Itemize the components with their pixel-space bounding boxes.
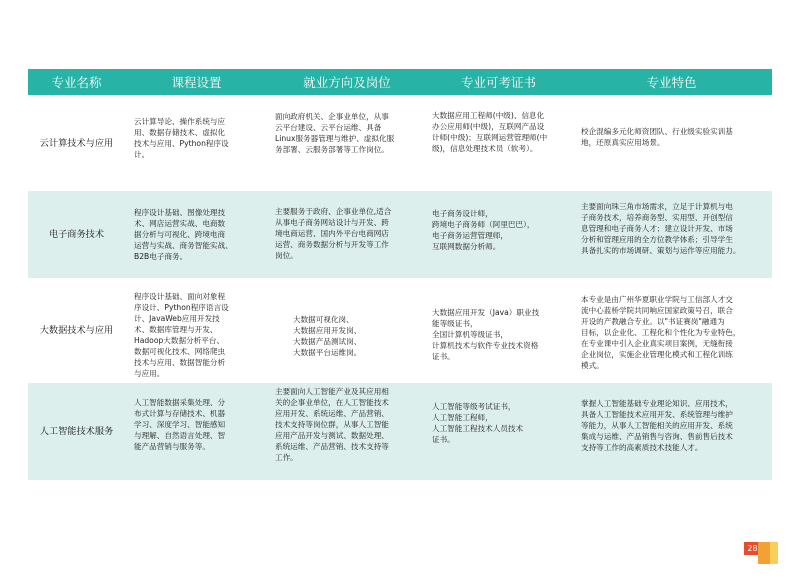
major-name: 大数据技术与应用 <box>39 325 114 336</box>
jobs-cell: 主要服务于政府、企事业单位,适合 从事电子商务网站设计与开发、跨 境电商运营、国内外平台电商网店 运营、商务数据分析与开发等工作 岗位。 <box>275 207 392 260</box>
header-major-name: 专业名称 <box>51 75 102 90</box>
courses-cell: 程序设计基础、面向对象程 序设计、Python程序语言设 计、JavaWeb应用开发技 术、数据库管理与开发、 Hadoop大数据分析平台、 数据可视化技术、网络爬虫 技术与应用、数据智能分析 与应用。 <box>134 292 229 378</box>
certificates-cell: 人工智能等级考试证书， 人工智能工程师， 人工智能工程技术人员技术 证书。 <box>432 402 524 444</box>
table-header <box>28 69 772 95</box>
courses-cell: 程序设计基础、图像处理技 术、网店运营实战、电商数 据分析与可视化、跨境电商 运营与实战、商务智能实战、 B2B电子商务。 <box>134 208 233 261</box>
page-number: 28 <box>744 542 761 555</box>
table-row <box>28 95 772 191</box>
header-jobs: 就业方向及岗位 <box>303 75 391 90</box>
jobs-cell: 大数据可视化岗、 大数据应用开发岗、 大数据产品测试岗、 大数据平台运维岗。 <box>293 315 362 357</box>
table-row <box>28 383 772 480</box>
certificates-cell: 大数据应用开发（Java）职业技 能等级证书， 全国计算机等级证书， 计算机技术与软件专业技术资格 证书。 <box>432 308 540 361</box>
program-table <box>28 69 772 480</box>
major-name: 电子商务技术 <box>48 229 105 240</box>
table-row <box>28 191 772 278</box>
certificates-cell: 电子商务设计师， 跨境电子商务师（阿里巴巴）， 电子商务运营管理师， 互联网数据分析师。 <box>432 209 535 251</box>
header-features: 专业特色 <box>646 75 697 90</box>
header-courses: 课程设置 <box>171 75 222 90</box>
jobs-cell: 主要面向人工智能产业及其应用相 关的企事业单位，在人工智能技术 应用开发、系统运维、产品营销、 技术支持等岗位群，从事人工智能 应用产品开发与测试、数据处理、 系统运维、产品营销、技术支持等 工作。 <box>275 387 389 462</box>
features-cell: 主要面向珠三角市场需求，立足于计算机与电 子商务技术，培养商务型、实用型、开创型信 息管理和电子商务人才；建立设计开发、市场 分析和管理应用的全方位教学体系；引导学生 具备扎实的市场调研、策划与运作等应用能力。 <box>581 202 741 255</box>
courses-cell: 云计算导论、操作系统与应 用、数据存储技术、虚拟化 技术与应用、Python程序设 计。 <box>134 117 229 159</box>
features-cell: 本专业是由广州华夏职业学院与工信部人才交 流中心蓝桥学院共同响应国家政策号召，联合 开设的产教融合专业。以"书证赛岗"融通为 目标，以企业化、工程化和个性化为专业特色， 在专业课中引入企业真实项目案例，无缝衔接 企业岗位，实施企业管理化模式和工程化训练 模式。 <box>581 295 741 370</box>
major-name: 人工智能技术服务 <box>39 426 114 437</box>
courses-cell: 人工智能数据采集处理、分 布式计算与存储技术、机器 学习、深度学习、智能感知 与理解、自然语言处理、智 能产品营销与服务等。 <box>134 398 226 451</box>
major-name: 云计算技术与应用 <box>39 137 114 149</box>
features-cell: 掌握人工智能基础专业理论知识、应用技术， 具备人工智能技术应用开发、系统管理与维护 等能力，从事人工智能相关的应用开发、系统 集成与运维、产品销售与咨询、售前售后技术 支持等工作的高素质技术技能人才。 <box>581 399 733 452</box>
table-row <box>28 278 772 383</box>
corner-decoration-yellow <box>770 542 778 564</box>
jobs-cell: 面向政府机关、企事业单位，从事 云平台建设、云平台运维、具备 Linux服务器管理与维护、虚拟化服 务部署、云服务部署等工作岗位。 <box>275 112 395 154</box>
features-cell: 校企混编多元化师资团队、行业级实验实训基 地，还原真实应用场景。 <box>581 127 733 147</box>
corner-decoration-orange <box>758 542 770 564</box>
header-certificates: 专业可考证书 <box>460 75 536 90</box>
certificates-cell: 大数据应用工程师(中级)、信息化 办公应用师(中级)，互联网产品设 计师(中级)；互联网运营管理师(中 级)，信息处理技术员（软考）。 <box>432 111 548 153</box>
